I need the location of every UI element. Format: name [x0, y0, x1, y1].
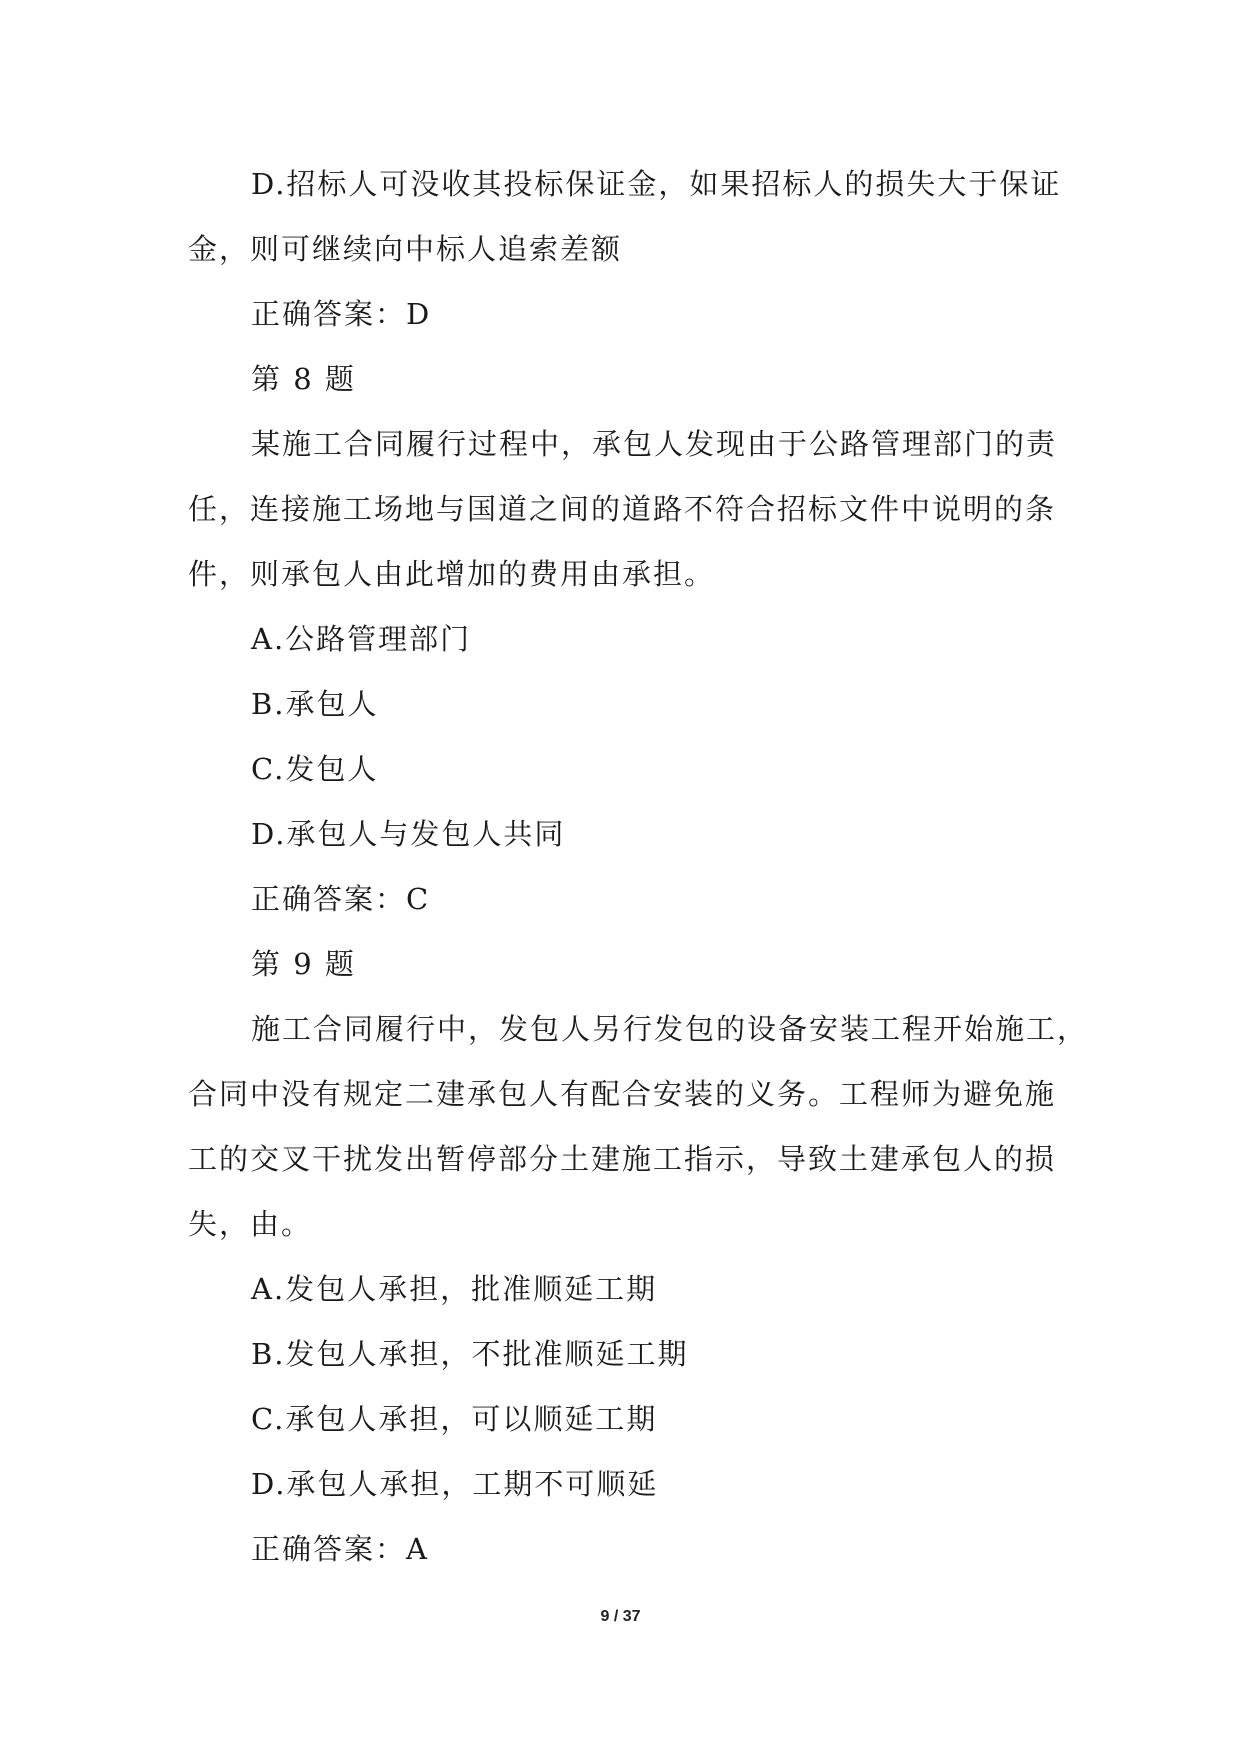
answer-q9: 正确答案：A	[251, 1532, 429, 1566]
question-9-text-line-3: 工的交叉干扰发出暂停部分土建施工指示，导致土建承包人的损	[188, 1142, 1057, 1176]
question-9-option-c: C.承包人承担，可以顺延工期	[251, 1402, 658, 1436]
question-8-option-d: D.承包人与发包人共同	[251, 817, 566, 851]
answer-q7: 正确答案：D	[251, 297, 432, 331]
question-9-text-line-1: 施工合同履行中，发包人另行发包的设备安装工程开始施工，	[251, 1012, 1089, 1046]
question-9-text-line-4: 失，由。	[188, 1207, 313, 1241]
option-d-line-2: 金，则可继续向中标人追索差额	[188, 232, 623, 266]
question-8-option-c: C.发包人	[251, 752, 379, 786]
question-8-text-line-1: 某施工合同履行过程中，承包人发现由于公路管理部门的责	[251, 427, 1058, 461]
question-8-option-a: A.公路管理部门	[251, 622, 472, 656]
page-number: 9 / 37	[600, 1608, 641, 1625]
question-9-option-d: D.承包人承担，工期不可顺延	[251, 1467, 659, 1501]
question-8-text-line-2: 任，连接施工场地与国道之间的道路不符合招标文件中说明的条	[188, 492, 1057, 526]
option-d-line-1: D.招标人可没收其投标保证金，如果招标人的损失大于保证	[251, 167, 1062, 201]
question-9-heading: 第 9 题	[251, 947, 356, 981]
question-9-text-line-2: 合同中没有规定二建承包人有配合安装的义务。工程师为避免施	[188, 1077, 1057, 1111]
document-body	[188, 152, 1089, 1582]
question-9-option-b: B.发包人承担，不批准顺延工期	[251, 1337, 689, 1371]
question-8-option-b: B.承包人	[251, 687, 379, 721]
answer-q8: 正确答案：C	[251, 882, 431, 916]
question-8-heading: 第 8 题	[251, 362, 356, 396]
question-8-text-line-3: 件，则承包人由此增加的费用由承担。	[188, 557, 716, 591]
question-9-option-a: A.发包人承担，批准顺延工期	[251, 1272, 658, 1306]
